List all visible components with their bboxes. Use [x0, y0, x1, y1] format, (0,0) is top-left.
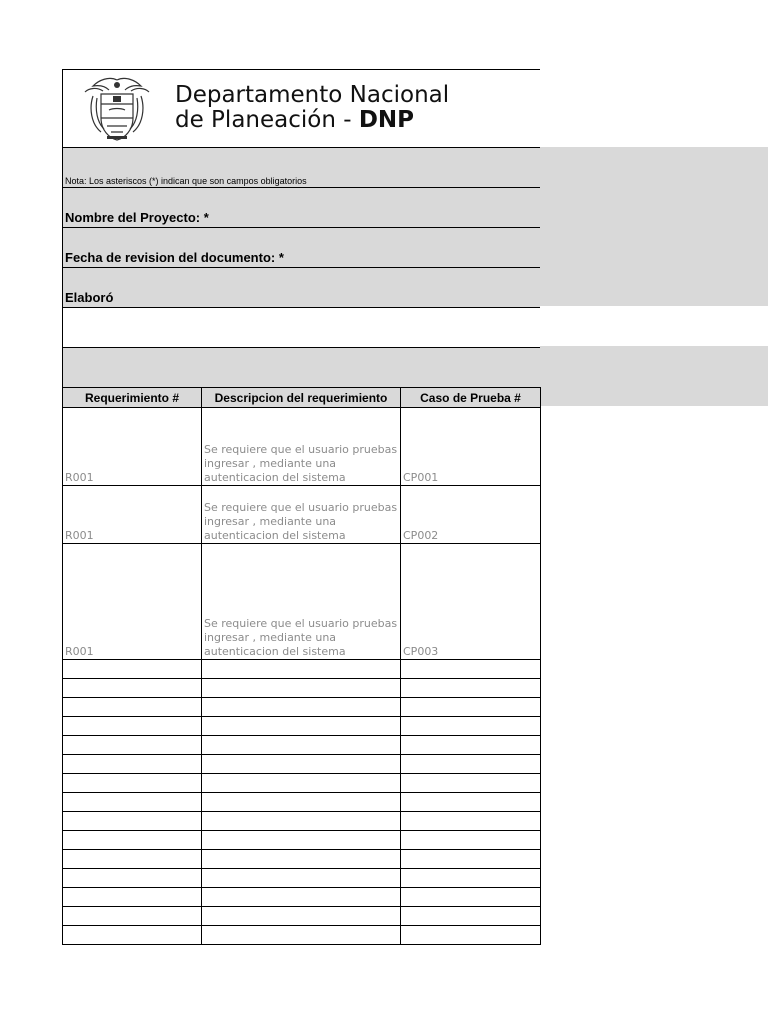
table-row — [63, 544, 541, 660]
requirements-table — [62, 387, 541, 945]
grey-band-top — [540, 147, 768, 306]
description-cell[interactable] — [202, 774, 401, 793]
description-cell[interactable]: Se requiere que el usuario pruebas ingresar , mediante una autenticacion del sistema — [202, 408, 401, 486]
description-cell[interactable] — [202, 812, 401, 831]
table-row — [63, 486, 541, 544]
requirement-cell[interactable]: R001 — [63, 486, 202, 544]
description-cell[interactable]: Se requiere que el usuario pruebas ingresar , mediante una autenticacion del sistema — [202, 544, 401, 660]
description-cell[interactable] — [202, 717, 401, 736]
requirement-cell[interactable] — [63, 793, 202, 812]
requirement-cell[interactable] — [63, 698, 202, 717]
test-case-cell[interactable] — [401, 793, 541, 812]
test-case-cell[interactable] — [401, 926, 541, 945]
review-date-label: Fecha de revision del documento: * — [65, 250, 284, 265]
column-header-requirement: Requerimiento # — [63, 388, 202, 408]
empty-table-row — [63, 926, 541, 945]
test-case-cell[interactable] — [401, 717, 541, 736]
blank-row — [62, 307, 540, 347]
empty-table-row — [63, 755, 541, 774]
test-case-cell[interactable] — [401, 888, 541, 907]
org-abbrev: DNP — [358, 107, 415, 133]
test-case-cell[interactable]: CP003 — [401, 544, 541, 660]
test-case-cell[interactable] — [401, 907, 541, 926]
requirement-cell[interactable] — [63, 660, 202, 679]
requirement-cell[interactable]: R001 — [63, 408, 202, 486]
requirement-cell[interactable] — [63, 926, 202, 945]
test-case-cell[interactable] — [401, 698, 541, 717]
requirement-cell[interactable] — [63, 679, 202, 698]
test-case-cell[interactable] — [401, 850, 541, 869]
prepared-by-field[interactable] — [62, 267, 540, 307]
requirement-cell[interactable] — [63, 907, 202, 926]
requirement-cell[interactable] — [63, 736, 202, 755]
requirement-cell[interactable] — [63, 850, 202, 869]
empty-table-row — [63, 907, 541, 926]
description-cell[interactable]: Se requiere que el usuario pruebas ingresar , mediante una autenticacion del sistema — [202, 486, 401, 544]
empty-table-row — [63, 736, 541, 755]
empty-table-row — [63, 679, 541, 698]
test-case-cell[interactable] — [401, 812, 541, 831]
column-header-description: Descripcion del requerimiento — [202, 388, 401, 408]
empty-table-row — [63, 850, 541, 869]
note-text: Nota: Los asteriscos (*) indican que son campos obligatorios — [65, 176, 307, 186]
section-separator — [62, 347, 540, 387]
project-name-label: Nombre del Proyecto: * — [65, 210, 209, 225]
table-row — [63, 408, 541, 486]
empty-table-row — [63, 888, 541, 907]
org-line-2-text: de Planeación - — [175, 107, 359, 133]
description-cell[interactable] — [202, 660, 401, 679]
document-form — [62, 69, 540, 945]
requirement-cell[interactable]: R001 — [63, 544, 202, 660]
description-cell[interactable] — [202, 755, 401, 774]
description-cell[interactable] — [202, 926, 401, 945]
test-case-cell[interactable] — [401, 774, 541, 793]
description-cell[interactable] — [202, 888, 401, 907]
description-cell[interactable] — [202, 907, 401, 926]
empty-table-row — [63, 717, 541, 736]
prepared-by-label: Elaboró — [65, 290, 114, 305]
review-date-field[interactable] — [62, 227, 540, 267]
requirement-cell[interactable] — [63, 774, 202, 793]
requirement-cell[interactable] — [63, 812, 202, 831]
requirement-cell[interactable] — [63, 888, 202, 907]
header — [62, 69, 540, 147]
org-line-1: Departamento Nacional — [175, 82, 450, 108]
colombia-coat-of-arms-icon — [79, 74, 155, 144]
test-case-cell[interactable]: CP001 — [401, 408, 541, 486]
description-cell[interactable] — [202, 793, 401, 812]
empty-table-row — [63, 793, 541, 812]
empty-table-row — [63, 660, 541, 679]
requirement-cell[interactable] — [63, 869, 202, 888]
test-case-cell[interactable] — [401, 679, 541, 698]
description-cell[interactable] — [202, 679, 401, 698]
test-case-cell[interactable] — [401, 660, 541, 679]
empty-table-row — [63, 774, 541, 793]
table-header-row — [63, 388, 541, 408]
requirement-cell[interactable] — [63, 717, 202, 736]
grey-band-bottom — [540, 346, 768, 406]
org-line-2 — [175, 108, 449, 133]
description-cell[interactable] — [202, 831, 401, 850]
required-fields-note — [62, 147, 540, 187]
description-cell[interactable] — [202, 850, 401, 869]
description-cell[interactable] — [202, 698, 401, 717]
requirement-cell[interactable] — [63, 831, 202, 850]
column-header-test-case: Caso de Prueba # — [401, 388, 541, 408]
empty-table-row — [63, 869, 541, 888]
test-case-cell[interactable] — [401, 831, 541, 850]
project-name-field[interactable] — [62, 187, 540, 227]
organization-name — [175, 83, 449, 133]
empty-table-row — [63, 698, 541, 717]
empty-table-row — [63, 812, 541, 831]
description-cell[interactable] — [202, 736, 401, 755]
test-case-cell[interactable] — [401, 736, 541, 755]
test-case-cell[interactable] — [401, 755, 541, 774]
requirement-cell[interactable] — [63, 755, 202, 774]
empty-table-row — [63, 831, 541, 850]
test-case-cell[interactable] — [401, 869, 541, 888]
test-case-cell[interactable]: CP002 — [401, 486, 541, 544]
description-cell[interactable] — [202, 869, 401, 888]
